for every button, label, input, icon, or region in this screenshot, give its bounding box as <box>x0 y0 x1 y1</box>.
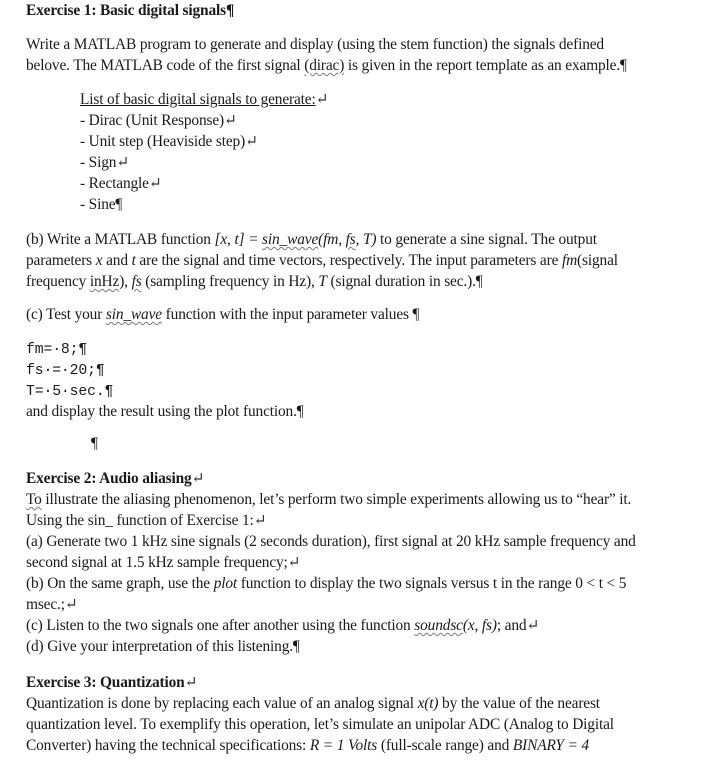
ex3-line-2: quantization level. To exemplify this operation, let’s simulate an unipolar ADC (Analog to Digital <box>26 716 614 733</box>
line-break-mark: ↵ <box>287 554 301 571</box>
function-args: , T) <box>355 231 377 248</box>
line-break-mark: ↵ <box>253 512 267 529</box>
ex1-b-line-1 <box>26 230 597 250</box>
text-run: to generate a sine signal. The output <box>376 231 597 248</box>
text-run: ; and <box>496 617 527 634</box>
ex2-line-3: (a) Generate two 1 kHz sine signals (2 seconds duration), first signal at 20 kHz sample frequency and <box>26 533 636 550</box>
ex1-intro-line-2 <box>26 56 627 76</box>
list-item-text: - Rectangle <box>80 175 149 192</box>
ex1-b-line-3 <box>26 272 483 292</box>
plot-term: plot <box>213 575 238 592</box>
text-run: function with the input parameter values ¶ <box>161 306 420 323</box>
function-signature: [x, t] = <box>214 231 263 248</box>
dirac-term: (dirac) <box>304 57 345 74</box>
ex3-line-1 <box>26 694 600 714</box>
line-break-mark: ↵ <box>526 617 540 634</box>
ex2-line-7 <box>26 616 539 636</box>
line-break-mark: ↵ <box>191 470 205 487</box>
line-break-mark: ↵ <box>224 112 237 129</box>
exercise-1-title: Exercise 1: Basic digital signals¶ <box>26 2 235 19</box>
text-run: illustrate the aliasing phenomenon, let’s perform two simple experiments allowing us to “hear” it. <box>41 491 632 508</box>
text-run: (signal duration in sec.).¶ <box>326 273 483 290</box>
text-run: (b) Write a MATLAB function <box>26 231 215 248</box>
empty-paragraph-mark: ¶ <box>91 435 98 452</box>
list-item <box>80 174 162 194</box>
fs-arg: fs <box>345 231 356 248</box>
to-word: To <box>26 491 42 508</box>
inhz-term: inHz <box>89 273 120 290</box>
x-t-term: x(t) <box>417 695 439 712</box>
line-break-mark: ↵ <box>245 133 258 150</box>
text-run: second signal at 1.5 kHz sample frequency; <box>26 554 288 571</box>
text-run: (c) Test your <box>26 306 106 323</box>
fs-var: fs <box>131 273 142 290</box>
t-duration-var: T <box>318 273 327 290</box>
text-run: ), <box>119 273 132 290</box>
code-line-t: T=·5·sec.¶ <box>26 384 114 400</box>
soundsc-function: soundsc <box>414 617 463 634</box>
text-run: and <box>102 252 132 269</box>
soundsc-args: (x, fs) <box>462 617 497 634</box>
text-run: frequency <box>26 273 90 290</box>
title-text: Exercise 2: Audio aliasing <box>26 470 192 487</box>
exercise-3-title <box>26 673 197 693</box>
text-run: (c) Listen to the two signals one after another using the function <box>26 617 415 634</box>
list-item-text: - Sign <box>80 154 117 171</box>
text-run: (signal <box>577 252 618 269</box>
x-var: x <box>95 252 103 269</box>
ex2-line-6 <box>26 595 78 615</box>
text-run: parameters <box>26 252 96 269</box>
ex1-c-line <box>26 305 419 325</box>
code-line-fs: fs·=·20;¶ <box>26 363 105 379</box>
text-run: (sampling frequency in Hz), <box>141 273 319 290</box>
list-item-text: - Dirac (Unit Response) <box>80 112 225 129</box>
ex2-line-4 <box>26 553 300 573</box>
title-text: Exercise 3: Quantization <box>26 674 185 691</box>
text-run: are the signal and time vectors, respectively. The input parameters are <box>135 252 562 269</box>
ex3-line-3 <box>26 736 589 756</box>
text-run: (full-scale range) and <box>377 737 513 754</box>
fm-var: fm <box>561 252 578 269</box>
range-spec: R = 1 Volts <box>309 737 378 754</box>
text-run: msec.; <box>26 596 65 613</box>
ex2-line-5 <box>26 574 626 594</box>
ex1-b-line-2 <box>26 251 618 271</box>
list-item <box>80 132 258 152</box>
function-args: (fm, <box>318 231 346 248</box>
ex1-c-end: and display the result using the plot function.¶ <box>26 403 304 420</box>
line-break-mark: ↵ <box>184 674 198 691</box>
list-item <box>80 111 237 131</box>
ex1-intro-line-1: Write a MATLAB program to generate and display (using the stem function) the signals defined <box>26 36 604 53</box>
signal-list-title <box>80 90 328 110</box>
list-item <box>80 153 129 173</box>
list-title-text: List of basic digital signals to generate: <box>80 91 316 108</box>
text-run: Using the sin_ function of Exercise 1: <box>26 512 254 529</box>
text-run: by the value of the nearest <box>438 695 600 712</box>
list-item: - Sine¶ <box>80 196 123 213</box>
ex2-line-2 <box>26 511 266 531</box>
line-break-mark: ↵ <box>116 154 130 171</box>
ex2-line-1 <box>26 490 631 510</box>
function-name: sin_wave <box>105 306 162 323</box>
list-item-text: - Unit step (Heaviside step) <box>80 133 246 150</box>
text-run: belove. The MATLAB code of the first signal <box>26 57 305 74</box>
line-break-mark: ↵ <box>64 596 78 613</box>
ex2-line-8: (d) Give your interpretation of this listening.¶ <box>26 638 300 655</box>
t-var: t <box>131 252 136 269</box>
text-run: Converter) having the technical specifications: <box>26 737 310 754</box>
line-break-mark: ↵ <box>315 91 329 108</box>
exercise-2-title <box>26 469 204 489</box>
text-run: function to display the two signals versus t in the range 0 < t < 5 <box>237 575 627 592</box>
text-run: Quantization is done by replacing each value of an analog signal <box>26 695 418 712</box>
text-run: (b) On the same graph, use the <box>26 575 214 592</box>
text-run: is given in the report template as an example.¶ <box>344 57 627 74</box>
binary-spec: BINARY = 4 <box>512 737 590 754</box>
code-line-fm: fm=·8;¶ <box>26 342 88 358</box>
function-name: sin_wave <box>262 231 319 248</box>
line-break-mark: ↵ <box>148 175 162 192</box>
